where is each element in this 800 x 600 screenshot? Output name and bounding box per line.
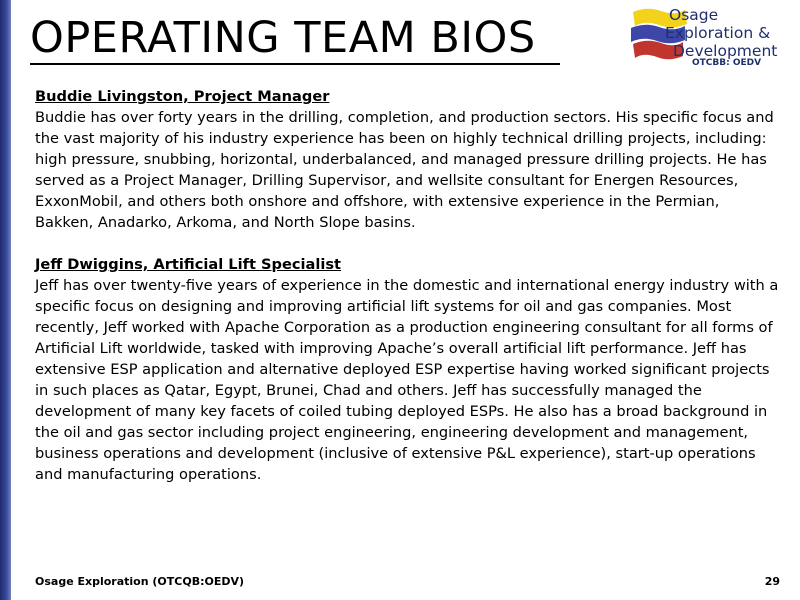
- bio-jeff-dwiggins: [35, 254, 780, 485]
- logo-text-line3: Development: [673, 42, 778, 60]
- bio-text: Buddie has over forty years in the drilling, completion, and production sectors. His specific focus and the vast majority of his industry experience has been on highly technical drilling projects, including: high pressure, snubbing, horizontal, underbalanced, and managed pressure drilling projects. He has served as a Project Manager, Drilling Supervisor, and wellsite consultant for Energen Resources, ExxonMobil, and others both onshore and offshore, with extensive experience in the Permian, Bakken, Anadarko, Arkoma, and North Slope basins.: [35, 109, 774, 231]
- bio-heading: Buddie Livingston, Project Manager: [35, 88, 330, 105]
- title-underline: [30, 63, 560, 65]
- footer-company: Osage Exploration (OTCQB:OEDV): [35, 575, 245, 588]
- slide-title: OPERATING TEAM BIOS: [30, 13, 536, 63]
- bio-text: Jeff has over twenty-five years of experience in the domestic and international energy industry with a specific focus on designing and improving artificial lift systems for oil and gas companies. Most recently, Jeff worked with Apache Corporation as a production engineering consultant for all forms of Artificial Lift worldwide, tasked with improving Apache’s overall artificial lift performance. Jeff has extensive ESP application and alternative deployed ESP expertise having worked significant projects in such places as Qatar, Egypt, Brunei, Chad and others. Jeff has successfully managed the development of many key facets of coiled tubing deployed ESPs. He also has a broad background in the oil and gas sector including project engineering, engineering development and management, business operations and development (inclusive of extensive P&L experience), start-up operations and manufacturing operations.: [35, 277, 779, 483]
- bios-content: [35, 86, 780, 506]
- bio-heading: Jeff Dwiggins, Artificial Lift Specialist: [35, 256, 342, 273]
- logo-text-line1: Osage: [669, 6, 719, 24]
- left-accent-bar: [0, 0, 11, 600]
- logo-text-line2: Exploration &: [665, 24, 771, 42]
- logo-ticker: OTCBB: OEDV: [692, 58, 762, 68]
- page-number: 29: [764, 575, 780, 588]
- bio-buddie-livingston: [35, 86, 780, 233]
